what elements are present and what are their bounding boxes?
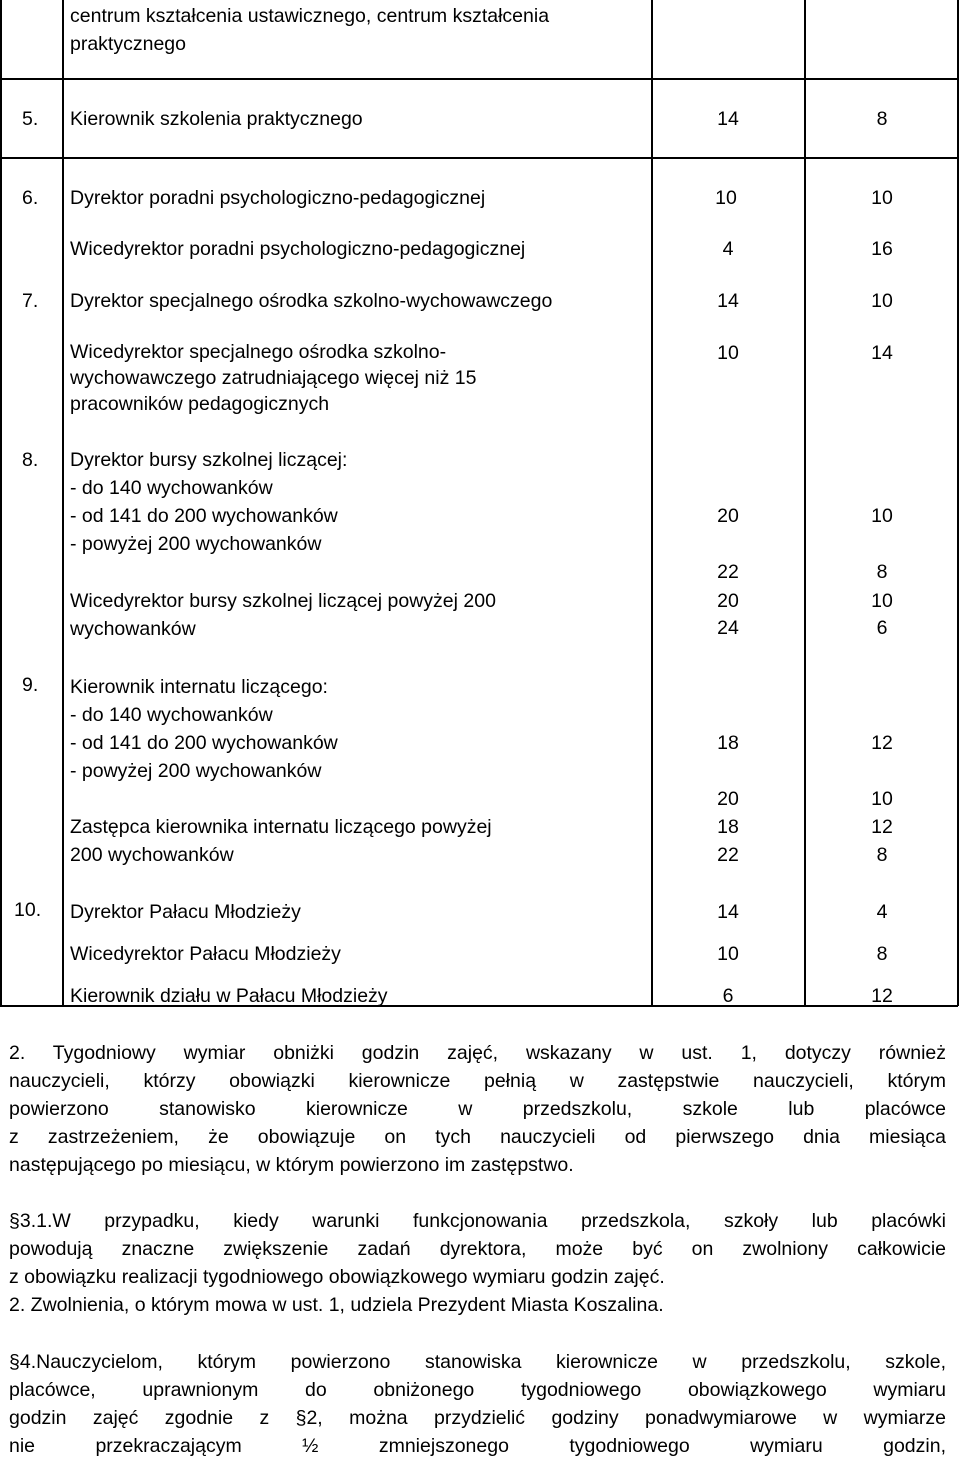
row-number: 5.: [22, 108, 39, 130]
table-cell-description: Kierownik szkolenia praktycznego: [70, 108, 363, 130]
table-cell-description: Zastępca kierownika internatu liczącego powyżej 200 wychowanków: [70, 816, 492, 866]
table-cell-description: Dyrektor bursy szkolnej liczącej: - do 140 wychowanków - od 141 do 200 wychowanków - powyżej 200 wychowanków: [70, 449, 348, 555]
table-cell-value-a: 6: [722, 985, 734, 1007]
table-cell-value-b: 4: [876, 901, 888, 923]
paragraph-line: §4.Nauczycielom, którym powierzono stanowiska kierownicze w przedszkolu, szkole,: [9, 1351, 946, 1373]
table-cell-description: centrum kształcenia ustawicznego, centrum kształcenia praktycznego: [70, 5, 550, 55]
table-cell-description: Dyrektor specjalnego ośrodka szkolno-wychowawczego: [70, 290, 553, 312]
table-cell-value-a: 10: [717, 342, 739, 364]
table-divider-text: [651, 0, 653, 1006]
table-cell-value-b: 12: [871, 816, 893, 838]
table-cell-value-b: 10 8 6: [871, 505, 893, 639]
paragraph-line: następującego po miesiącu, w którym powierzono im zastępstwo.: [9, 1154, 574, 1176]
table-cell-value-b: 10: [871, 290, 893, 312]
section-3: [9, 1207, 946, 1319]
table-border-right: [957, 0, 959, 1006]
paragraph-line: placówce, uprawnionym do obniżonego tygodniowego obowiązkowego wymiaru: [9, 1379, 946, 1401]
table-cell-value-a: 10: [717, 943, 739, 965]
row-number: 7.: [22, 290, 39, 312]
table-cell-value-a: 18 20 22: [717, 732, 739, 866]
table-cell-value-a: 14: [717, 901, 739, 923]
table-divider-num: [62, 0, 64, 1006]
paragraph-line: nauczycieli, którzy obowiązki kierownicze pełnią w zastępstwie nauczycieli, którym: [9, 1070, 946, 1092]
table-cell-value-a: 18: [717, 816, 739, 838]
row-number: 9.: [22, 674, 39, 696]
paragraph-line: §3.1.W przypadku, kiedy warunki funkcjonowania przedszkola, szkoły lub placówki: [9, 1210, 946, 1232]
table-cell-description: Kierownik działu w Pałacu Młodzieży: [70, 985, 388, 1007]
table-cell-value-a: 14: [717, 108, 739, 130]
table-row-separator: [0, 157, 958, 159]
paragraph-line: powierzono stanowisko kierownicze w przedszkolu, szkole lub placówce: [9, 1098, 946, 1120]
table-cell-description: Wicedyrektor specjalnego ośrodka szkolno- wychowawczego zatrudniającego więcej niż 15 pracowników pedagogicznych: [70, 341, 477, 415]
table-cell-description: Dyrektor Pałacu Młodzieży: [70, 901, 301, 923]
table-cell-value-b: 14: [871, 342, 893, 364]
table-cell-value-b: 8: [876, 943, 888, 965]
table-cell-value-b: 16: [871, 238, 893, 260]
table-cell-value-b: 12 10 8: [871, 732, 893, 866]
paragraph-2: [9, 1039, 946, 1179]
table-cell-value-a: 14: [717, 290, 739, 312]
table-cell-description: Dyrektor poradni psychologiczno-pedagogicznej: [70, 187, 486, 209]
table-cell-description: Wicedyrektor bursy szkolnej liczącej powyżej 200 wychowanków: [70, 590, 496, 640]
paragraph-line: 2. Zwolnienia, o którym mowa w ust. 1, udziela Prezydent Miasta Koszalina.: [9, 1294, 664, 1316]
table-border-left: [0, 0, 2, 1006]
table-cell-value-a: 20 22 24: [717, 505, 739, 639]
row-number: 6.: [22, 187, 39, 209]
table-cell-description: Kierownik internatu liczącego: - do 140 wychowanków - od 141 do 200 wychowanków - powyżej 200 wychowanków: [70, 676, 338, 782]
paragraph-line: 2. Tygodniowy wymiar obniżki godzin zajęć, wskazany w ust. 1, dotyczy również: [9, 1042, 946, 1064]
table-cell-value-b: 8: [876, 108, 888, 130]
table-row-separator: [0, 78, 958, 80]
row-number: 8.: [22, 449, 39, 471]
paragraph-line: z zastrzeżeniem, że obowiązuje on tych nauczycieli od pierwszego dnia miesiąca: [9, 1126, 946, 1148]
table-cell-value-b: 10: [871, 187, 893, 209]
paragraph-line: powodują znaczne zwiększenie zadań dyrektora, może być on zwolniony całkowicie: [9, 1238, 946, 1260]
table-cell-description: Wicedyrektor Pałacu Młodzieży: [70, 943, 341, 965]
table-cell-value-b: 10: [871, 590, 893, 612]
table-divider-col-a: [804, 0, 806, 1006]
table-cell-description: Wicedyrektor poradni psychologiczno-pedagogicznej: [70, 238, 526, 260]
table-cell-value-a: 10: [715, 187, 737, 209]
section-4: [9, 1348, 946, 1460]
table-cell-value-a: 20: [717, 590, 739, 612]
table-cell-value-a: 4: [722, 238, 734, 260]
paragraph-line: godzin zajęć zgodnie z §2, można przydzielić godziny ponadwymiarowe w wymiarze: [9, 1407, 946, 1429]
row-number: 10.: [14, 899, 42, 921]
table-cell-value-b: 12: [871, 985, 893, 1007]
paragraph-line: z obowiązku realizacji tygodniowego obowiązkowego wymiaru godzin zajęć.: [9, 1266, 665, 1288]
paragraph-line: nie przekraczającym ½ zmniejszonego tygodniowego wymiaru godzin,: [9, 1435, 946, 1457]
